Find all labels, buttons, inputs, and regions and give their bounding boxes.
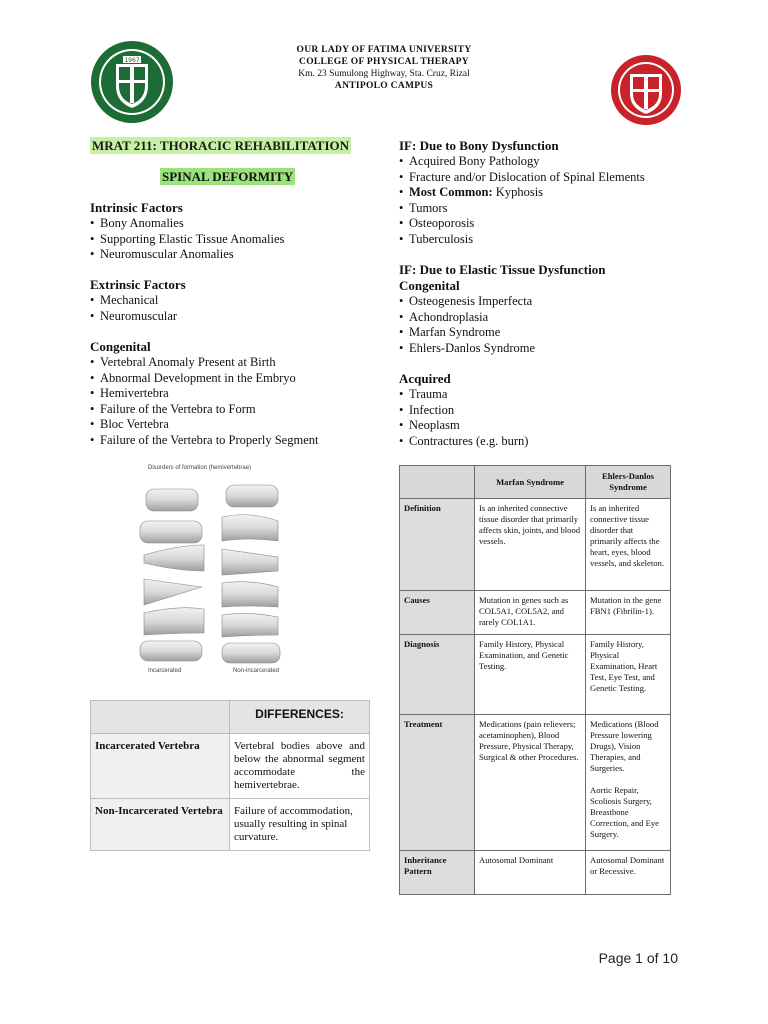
row-label: Definition <box>400 499 475 591</box>
vertebrae-illustration <box>118 475 294 675</box>
row-value: Vertebral bodies above and below the abnormal segment accommodate the hemivertebrae. <box>230 734 370 799</box>
table-row <box>400 715 671 851</box>
page-indicator: Page 1 of 10 <box>598 950 678 966</box>
list-item: • Trauma <box>399 387 528 403</box>
list-item: • Tuberculosis <box>399 232 645 248</box>
college-name: COLLEGE OF PHYSICAL THERAPY <box>299 57 469 67</box>
topic-title: SPINAL DEFORMITY <box>162 169 294 184</box>
differences-table <box>90 700 370 851</box>
document-header <box>200 44 568 92</box>
table-row <box>91 734 370 799</box>
table-header-marfan: Marfan Syndrome <box>475 466 586 499</box>
list-item: • Neoplasm <box>399 418 528 434</box>
marfan-cell: Medications (pain relievers; acetaminophen), Blood Pressure, Physical Therapy, Surgical & other Procedures. <box>475 715 586 851</box>
most-common-value: Kyphosis <box>492 185 544 199</box>
campus-name: ANTIPOLO CAMPUS <box>334 81 434 91</box>
university-seal-left <box>90 40 174 124</box>
table-row <box>400 591 671 635</box>
section-heading: IF: Due to Bony Dysfunction <box>399 138 559 153</box>
hemivertebrae-figure <box>118 463 294 681</box>
table-row <box>400 851 671 895</box>
list-item: • Contractures (e.g. burn) <box>399 434 528 450</box>
ehlers-cell: Autosomal Dominant or Recessive. <box>586 851 671 895</box>
congenital-section <box>90 339 318 448</box>
elastic-tissue-section <box>399 262 605 356</box>
ehlers-cell: Mutation in the gene FBN1 (Fibrilin-1). <box>586 591 671 635</box>
row-label: Causes <box>400 591 475 635</box>
list-item: • Abnormal Development in the Embryo <box>90 371 318 387</box>
marfan-cell: Family History, Physical Examination, and Genetic Testing. <box>475 635 586 715</box>
list-item: • Failure of the Vertebra to Properly Segment <box>90 433 318 449</box>
row-label: Inheritance Pattern <box>400 851 475 895</box>
list-item: • Marfan Syndrome <box>399 325 605 341</box>
extrinsic-factors-section <box>90 277 186 324</box>
table-row <box>400 635 671 715</box>
section-heading: Acquired <box>399 371 451 386</box>
list-item: • Achondroplasia <box>399 310 605 326</box>
bony-dysfunction-section <box>399 138 645 247</box>
section-heading: IF: Due to Elastic Tissue Dysfunction <box>399 262 606 277</box>
list-item: • Acquired Bony Pathology <box>399 154 645 170</box>
intrinsic-factors-section <box>90 200 284 263</box>
marfan-cell: Autosomal Dominant <box>475 851 586 895</box>
row-value: Failure of accommodation, usually resulting in spinal curvature. <box>230 799 370 851</box>
figure-label-non-incarcerated: Non-incarcerated <box>233 668 280 674</box>
table-header-ehlers-danlos: Ehlers-Danlos Syndrome <box>586 466 671 499</box>
ehlers-cell: Family History, Physical Examination, Heart Test, Eye Test, and Genetic Testing. <box>586 635 671 715</box>
list-item: • Bloc Vertebra <box>90 417 318 433</box>
table-row <box>91 799 370 851</box>
ehlers-cell: Is an inherited connective tissue disorder that primarily affects the heart, eyes, blood vessels, and skeleton. <box>586 499 671 591</box>
comparison-table <box>399 465 671 895</box>
list-item: • Infection <box>399 403 528 419</box>
ehlers-treatment-medications: Medications (Blood Pressure lowering Drugs), Vision Therapies, and Surgeries. <box>590 719 659 773</box>
figure-title: Disorders of formation (hemivertebrae) <box>148 465 252 471</box>
list-item: • Hemivertebra <box>90 386 318 402</box>
marfan-cell: Is an inherited connective tissue disorder that primarily affects skin, joints, and blood vessels. <box>475 499 586 591</box>
table-header: DIFFERENCES: <box>230 701 370 734</box>
list-item <box>399 185 645 201</box>
marfan-cell: Mutation in genes such as COL5A1, COL5A2, and rarely COL1A1. <box>475 591 586 635</box>
figure-label-incarcerated: Incarcerated <box>148 668 182 674</box>
list-item: • Neuromuscular <box>90 309 186 325</box>
row-label: Non-Incarcerated Vertebra <box>91 799 230 851</box>
list-item: • Osteoporosis <box>399 216 645 232</box>
list-item: • Ehlers-Danlos Syndrome <box>399 341 605 357</box>
ehlers-cell <box>586 715 671 851</box>
section-heading: Congenital <box>90 339 151 354</box>
row-label: Incarcerated Vertebra <box>91 734 230 799</box>
list-item: • Osteogenesis Imperfecta <box>399 294 605 310</box>
course-title: MRAT 211: THORACIC REHABILITATION <box>92 138 350 153</box>
list-item: • Supporting Elastic Tissue Anomalies <box>90 232 284 248</box>
table-header-empty <box>400 466 475 499</box>
list-item: • Tumors <box>399 201 645 217</box>
acquired-section <box>399 371 528 449</box>
table-row <box>400 499 671 591</box>
list-item: • Neuromuscular Anomalies <box>90 247 284 263</box>
list-item: • Mechanical <box>90 293 186 309</box>
university-name: OUR LADY OF FATIMA UNIVERSITY <box>296 45 472 55</box>
ehlers-treatment-surgeries: Aortic Repair, Scoliosis Surgery, Breastbone Correction, and Eye Surgery. <box>590 785 659 839</box>
campus-address: Km. 23 Sumulong Highway, Sta. Cruz, Rizal <box>298 69 470 79</box>
list-item: • Bony Anomalies <box>90 216 284 232</box>
row-label: Treatment <box>400 715 475 851</box>
section-heading: Intrinsic Factors <box>90 200 183 215</box>
college-seal-right <box>610 50 682 130</box>
section-subheading: Congenital <box>399 278 460 293</box>
list-item: • Vertebral Anomaly Present at Birth <box>90 355 318 371</box>
section-heading: Extrinsic Factors <box>90 277 186 292</box>
list-item: • Fracture and/or Dislocation of Spinal Elements <box>399 170 645 186</box>
svg-text:1967: 1967 <box>124 57 140 64</box>
list-item: • Failure of the Vertebra to Form <box>90 402 318 418</box>
most-common-label: Most Common: <box>409 185 493 199</box>
table-header-empty <box>91 701 230 734</box>
row-label: Diagnosis <box>400 635 475 715</box>
